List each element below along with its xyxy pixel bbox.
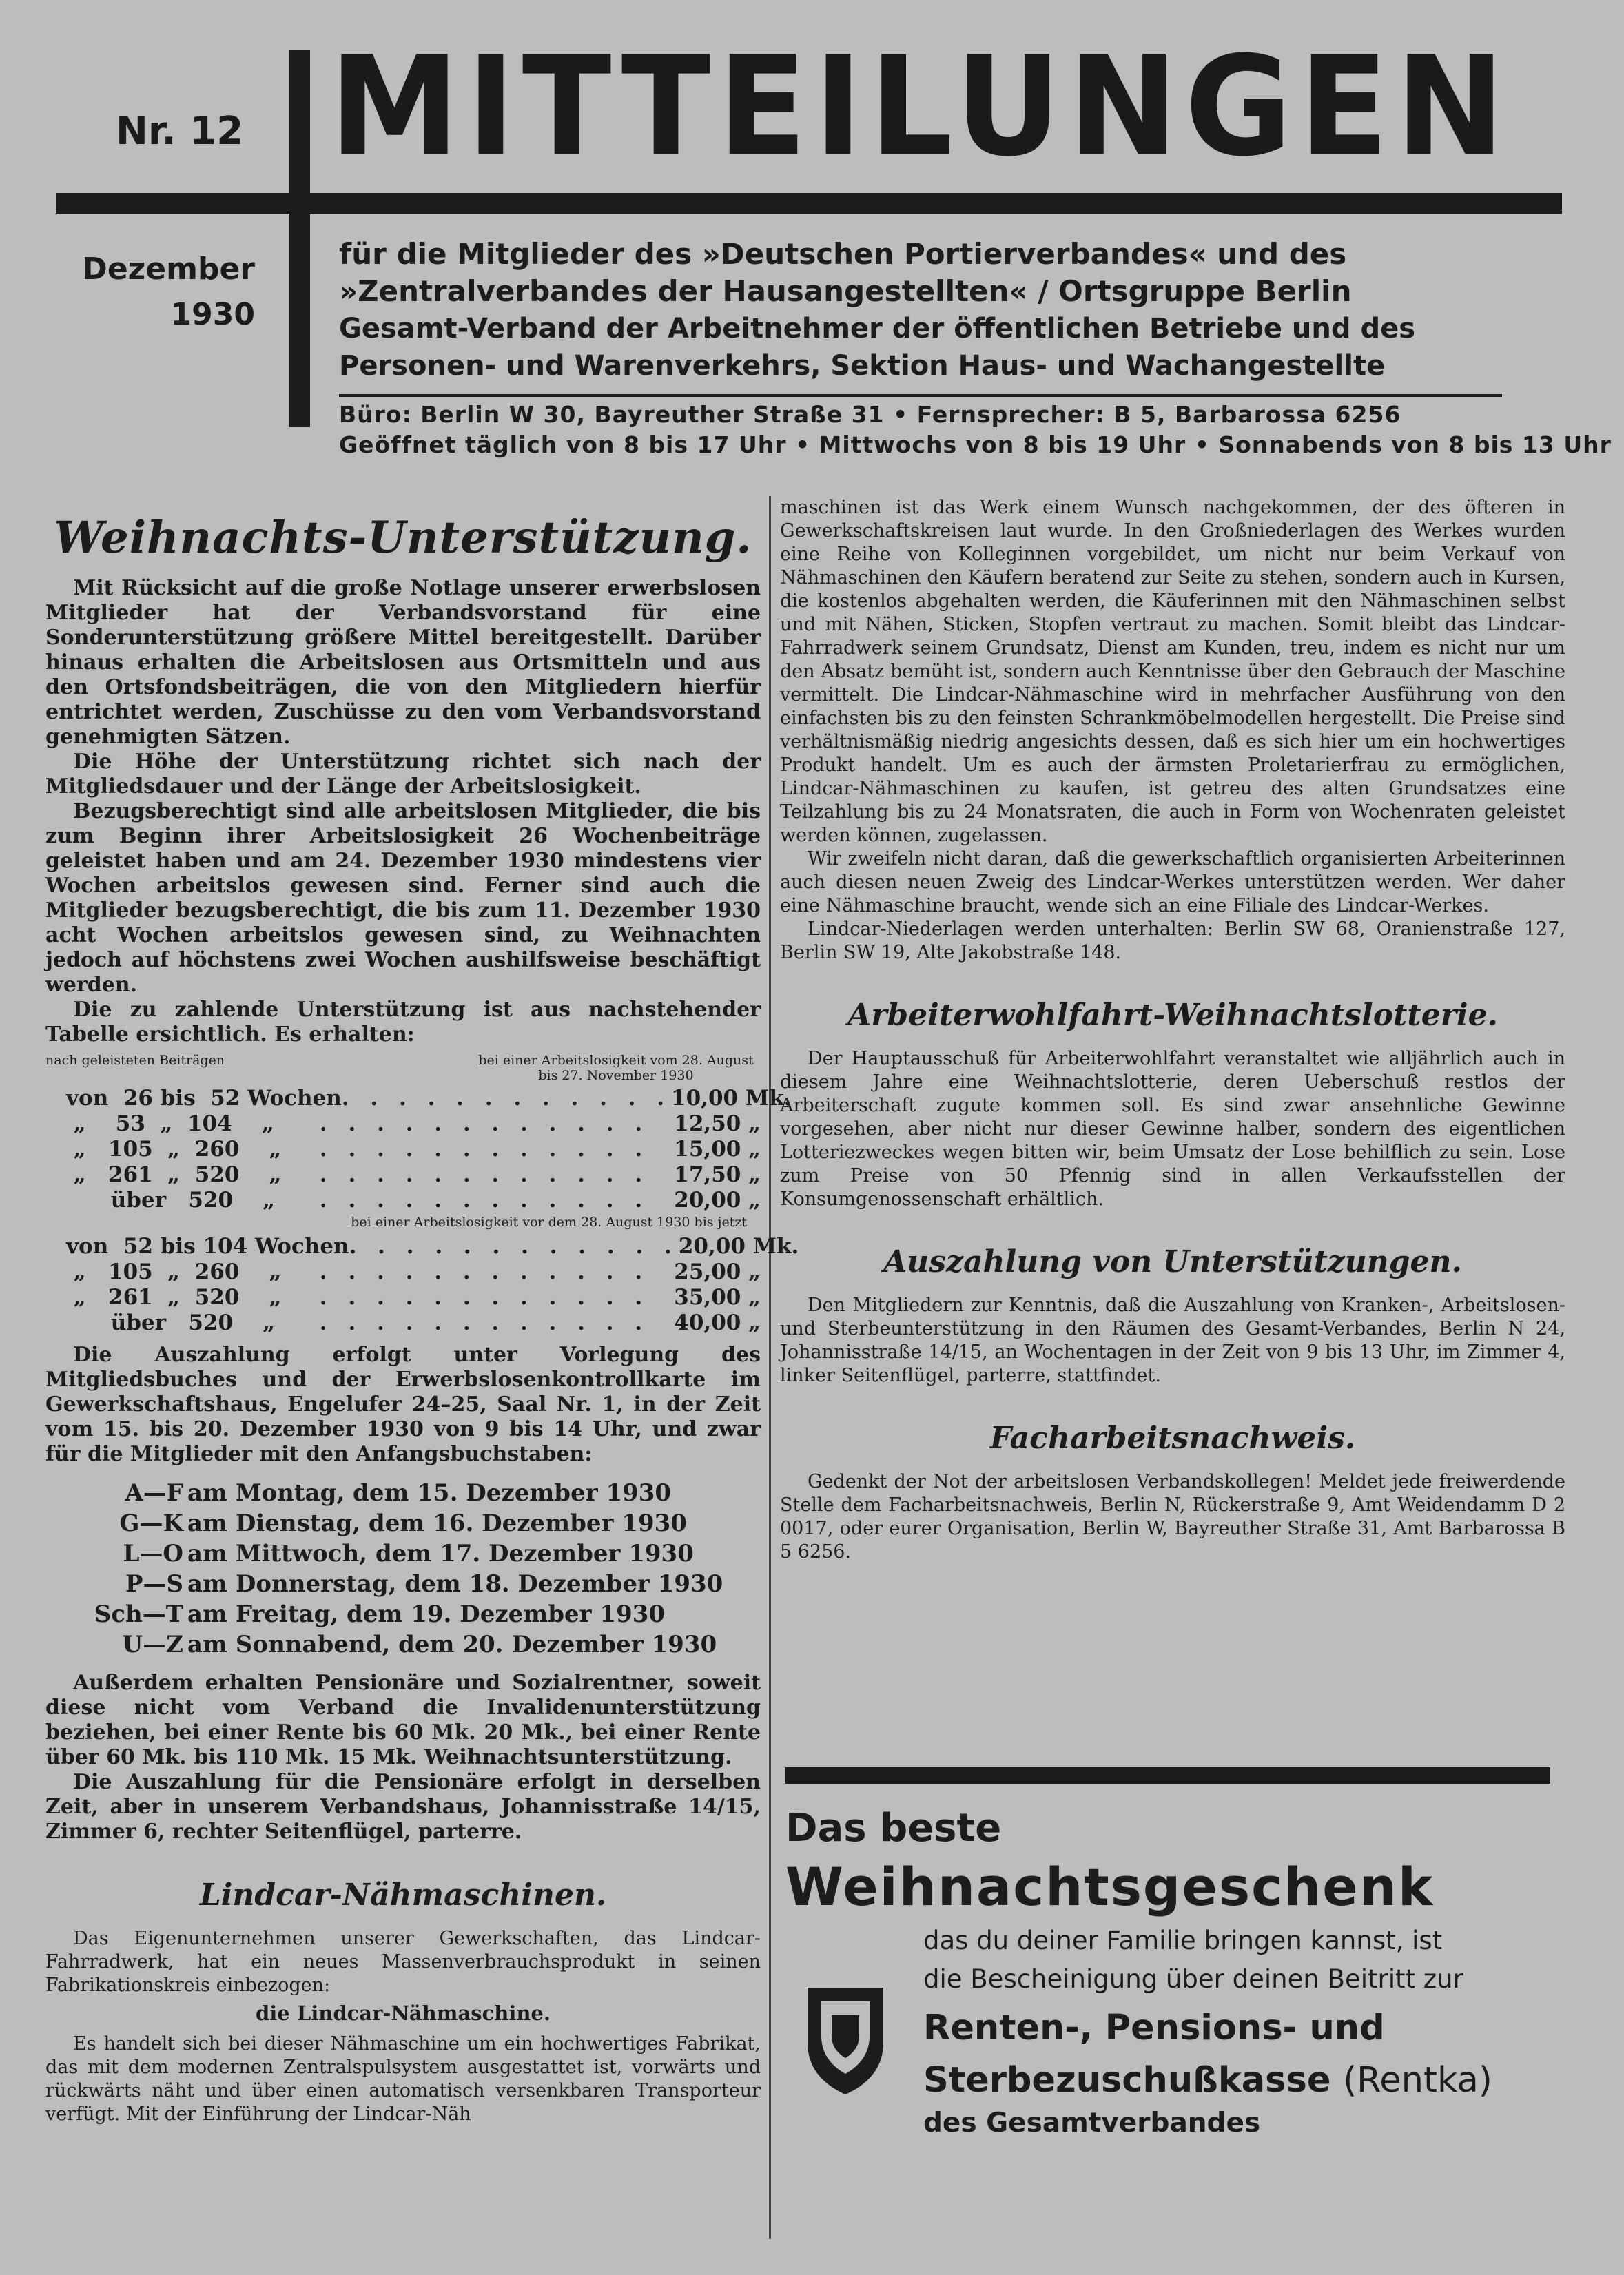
ad-org: des Gesamtverbandes	[923, 2108, 1261, 2139]
table-row-amount: 10,00 Mk.	[671, 1086, 792, 1111]
masthead-title: MITTEILUNGEN	[329, 26, 1512, 187]
office-hours: Geöffnet täglich von 8 bis 17 Uhr • Mittwochs von 8 bis 19 Uhr • Sonnabends von 8 bis 13 Uhr	[339, 431, 1612, 458]
article-heading: Weihnachts-Unterstützung.	[54, 512, 752, 564]
masthead-cross-horizontal	[56, 193, 1562, 214]
article-paragraph: Den Mitgliedern zur Kenntnis, daß die Auszahlung von Kranken-, Arbeitslosen- und Sterbeunterstützung in den Räumen des Gesamt-Verbandes, Berlin N 24, Johannisstraße 14/15, an Wochentagen in der Zeit von 9 bis 13 Uhr, im Zimmer 4, linker Seitenflügel, parterre, stattfindet.	[780, 1295, 1565, 1386]
article-paragraph: Die Auszahlung erfolgt unter Vorlegung des Mitgliedsbuches und der Erwerbslosenkontrollkarte im Gewerkschaftshaus, Engelufer 24–25, Saal Nr. 1, in der Zeit vom 15. bis 20. Dezember 1930 von 9 bis 14 Uhr, und zwar für die Mitglieder mit den Anfangsbuchstaben:	[45, 1343, 761, 1466]
issue-year: 1930	[170, 297, 255, 332]
article-heading: Auszahlung von Unterstützungen.	[883, 1244, 1462, 1279]
table-row	[45, 1086, 792, 1111]
subtitle-line: Gesamt-Verband der Arbeitnehmer der öffentlichen Betriebe und des	[339, 313, 1416, 344]
table-header	[45, 1053, 761, 1083]
article-heading: Arbeiterwohlfahrt-Weihnachtslotterie.	[847, 998, 1498, 1033]
article-paragraph: Es handelt sich bei dieser Nähmaschine um ein hochwertiges Fabrikat, das mit dem modernen Zentralspulsystem ausgestattet ist, vorwärts und rückwärts näht und über einen automatisch versenkbaren Transporteur verfügt. Mit der Einführung der Lindcar-Näh	[45, 2033, 761, 2125]
article-paragraph: Bezugsberechtigt sind alle arbeitslosen Mitglieder, die bis zum Beginn ihrer Arbeitslosigkeit 26 Wochenbeiträge geleistet haben und am 24. Dezember 1930 mindestens vier Wochen arbeitslos gewesen sind. Ferner sind auch die Mitglieder bezugsberechtigt, die bis zum 11. Dezember 1930 acht Wochen arbeitslos gewesen sind, zu Weihnachten jedoch auf höchstens zwei Wochen aushilfsweise beschäftigt werden.	[45, 799, 761, 997]
table-row	[45, 1310, 761, 1336]
ad-product-abbr: (Rentka)	[1343, 2060, 1492, 2101]
contact-divider	[339, 394, 1502, 397]
issue-date	[55, 247, 255, 338]
schedule-date: am Mittwoch, dem 17. Dezember 1930	[187, 1540, 694, 1567]
article-heading: Facharbeitsnachweis.	[989, 1421, 1356, 1456]
table-row-leader: . . . . . . . . . . . .	[349, 1234, 679, 1259]
schedule-letters: L—O	[123, 1540, 183, 1567]
schedule-row	[45, 1599, 761, 1629]
table-row-amount: 35,00 „	[674, 1285, 761, 1310]
issue-number: Nr. 12	[116, 109, 244, 154]
schedule-date: am Donnerstag, dem 18. Dezember 1930	[187, 1570, 723, 1598]
ad-headline-large: Weihnachtsgeschenk	[785, 1856, 1435, 1917]
table-row-label: „ 105 „ 260 „	[66, 1259, 282, 1284]
table-row	[45, 1259, 761, 1285]
right-column	[780, 496, 1565, 1564]
table-row-amount: 40,00 „	[674, 1310, 761, 1335]
table-row	[45, 1162, 761, 1188]
schedule-row	[45, 1478, 761, 1508]
schedule-letters: P—S	[125, 1570, 183, 1598]
left-column	[45, 496, 799, 2126]
schedule-letters: Sch—T	[94, 1600, 183, 1628]
table-row-leader: . . . . . . . . . . . .	[319, 1310, 650, 1335]
schedule-row	[45, 1569, 761, 1599]
table-row-amount: 20,00 Mk.	[678, 1234, 799, 1259]
table-row	[45, 1111, 761, 1137]
table-row-label: „ 261 „ 520 „	[66, 1285, 282, 1310]
table-row-label: von 52 bis 104 Wochen	[66, 1234, 349, 1259]
article-paragraph: Die zu zahlende Unterstützung ist aus nachstehender Tabelle ersichtlich. Es erhalten:	[45, 998, 761, 1047]
table-row-label: über 520 „	[66, 1188, 276, 1213]
ad-headline-small: Das beste	[785, 1806, 1002, 1851]
table-row	[45, 1188, 761, 1213]
schedule-date: am Dienstag, dem 16. Dezember 1930	[187, 1510, 687, 1537]
table-note: bei einer Arbeitslosigkeit vor dem 28. August 1930 bis jetzt	[351, 1215, 747, 1230]
schedule-letters: G—K	[119, 1510, 183, 1537]
table-row-amount: 25,00 „	[674, 1259, 761, 1284]
ad-product	[923, 2058, 1550, 2103]
article-paragraph: Der Hauptausschuß für Arbeiterwohlfahrt veranstaltet wie alljährlich auch in diesem Jahre eine Weihnachtslotterie, deren Ueberschuß restlos der Arbeiterschaft zugute kommen soll. Es sind zwar ansehnliche Gewinne vorgesehen, aber nicht nur dieser Gewinne halber, sondern des eigentlichen Lotteriezweckes wegen bitten wir, beim Umsatz der Lose behilflich zu sein. Lose zum Preise von 50 Pfennig sind in allen Verkaufsstellen der Konsumgenossenschaft erhältlich.	[780, 1048, 1565, 1210]
table-row	[45, 1137, 761, 1162]
ad-product-name: Sterbezuschußkasse	[923, 2060, 1331, 2101]
schedule-row	[45, 1538, 761, 1569]
shield-logo-icon	[801, 1981, 890, 2098]
table-row-label: über 520 „	[66, 1310, 276, 1335]
article-paragraph: Mit Rücksicht auf die große Notlage unserer erwerbslosen Mitglieder hat der Verbandsvorstand für eine Sonderunterstützung größere Mittel bereitgestellt. Darüber hinaus erhalten die Arbeitslosen aus Ortsmitteln und aus den Ortsfondsbeiträgen, die von den Mitgliedern hierfür entrichtet werden, Zuschüsse zu den vom Verbandsvorstand genehmigten Sätzen.	[45, 576, 761, 749]
table-header-right: bei einer Arbeitslosigkeit vom 28. August bis 27. November 1930	[478, 1053, 754, 1083]
contact-info	[339, 400, 1612, 460]
article-paragraph: Die Höhe der Unterstützung richtet sich nach der Mitgliedsdauer und der Länge der Arbeitslosigkeit.	[45, 750, 761, 799]
subtitle-line: für die Mitglieder des »Deutschen Portierverbandes« und des	[339, 237, 1347, 271]
ad-text: die Bescheinigung über deinen Beitritt zur	[923, 1964, 1463, 1994]
masthead-cross-vertical	[289, 50, 310, 427]
table-row-amount: 12,50 „	[674, 1111, 761, 1136]
masthead-subtitle	[339, 236, 1510, 384]
advertisement	[785, 1767, 1550, 2143]
article-paragraph: Außerdem erhalten Pensionäre und Sozialrentner, soweit diese nicht vom Verband die Invalidenunterstützung beziehen, bei einer Rente bis 60 Mk. 20 Mk., bei einer Rente über 60 Mk. bis 110 Mk. 15 Mk. Weihnachtsunterstützung.	[45, 1671, 761, 1769]
table-row-leader: . . . . . . . . . . . .	[319, 1285, 650, 1310]
schedule-row	[45, 1629, 761, 1660]
article-heading: Lindcar-Nähmaschinen.	[199, 1877, 607, 1913]
ad-product: Renten-, Pensions- und	[923, 2008, 1385, 2048]
product-name: die Lindcar-Nähmaschine.	[256, 2001, 551, 2025]
table-row-leader: . . . . . . . . . . . .	[341, 1086, 672, 1111]
schedule-date: am Montag, dem 15. Dezember 1930	[187, 1479, 672, 1507]
column-divider	[769, 496, 771, 2239]
schedule-letters: U—Z	[122, 1631, 183, 1658]
article-paragraph: Gedenkt der Not der arbeitslosen Verbandskollegen! Meldet jede freiwerdende Stelle dem Facharbeitsnachweis, Berlin N, Rückerstraße 9, Amt Weidendamm D 2 0017, oder eurer Organisation, Berlin W, Bayreuther Straße 31, Amt Barbarossa B 5 6256.	[780, 1471, 1565, 1563]
article-paragraph: Die Auszahlung für die Pensionäre erfolgt in derselben Zeit, aber in unserem Verbandshaus, Johannisstraße 14/15, Zimmer 6, rechter Seitenflügel, parterre.	[45, 1770, 761, 1844]
subtitle-line: »Zentralverbandes der Hausangestellten« / Ortsgruppe Berlin	[339, 274, 1352, 308]
table-row-leader: . . . . . . . . . . . .	[319, 1259, 650, 1284]
schedule-letters: A—F	[125, 1479, 183, 1507]
table-row-label: von 26 bis 52 Wochen	[66, 1086, 342, 1111]
table-row-amount: 17,50 „	[674, 1162, 761, 1187]
benefit-table-2	[45, 1234, 799, 1336]
table-row-leader: . . . . . . . . . . . .	[319, 1188, 650, 1213]
table-row-amount: 20,00 „	[674, 1188, 761, 1213]
schedule-date: am Freitag, dem 19. Dezember 1930	[187, 1600, 666, 1628]
subtitle-line: Personen- und Warenverkehrs, Sektion Haus- und Wachangestellte	[339, 350, 1386, 382]
article-paragraph: Wir zweifeln nicht daran, daß die gewerkschaftlich organisierten Arbeiterinnen auch diesen neuen Zweig des Lindcar-Werkes unterstützen werden. Wer daher eine Nähmaschine braucht, wende sich an eine Filiale des Lindcar-Werkes.	[780, 848, 1565, 916]
schedule-date: am Sonnabend, dem 20. Dezember 1930	[187, 1631, 717, 1658]
table-row	[45, 1234, 799, 1259]
table-row	[45, 1285, 761, 1310]
table-row-amount: 15,00 „	[674, 1137, 761, 1162]
table-header-left: nach geleisteten Beiträgen	[45, 1053, 225, 1068]
ad-text: das du deiner Familie bringen kannst, ist	[923, 1926, 1443, 1955]
issue-month: Dezember	[82, 251, 255, 287]
table-row-label: „ 53 „ 104 „	[66, 1111, 274, 1136]
article-paragraph: maschinen ist das Werk einem Wunsch nachgekommen, der des öfteren in Gewerkschaftskreisen laut wurde. In den Großniederlagen des Werkes wurden eine Reihe von Kolleginnen vorgebildet, um nicht nur beim Verkauf von Nähmaschinen den Käufern beratend zur Seite zu stehen, sondern auch in Kursen, die kostenlos abgehalten werden, die Käuferinnen mit den Nähmaschinen selbst und mit Nähen, Sticken, Stopfen vertraut zu machen. Somit bleibt das Lindcar-Fahrradwerk seinem Grundsatz, Dienst am Kunden, treu, indem es nicht nur um den Absatz bemüht ist, sondern auch Kenntnisse über den Gebrauch der Maschine vermittelt. Die Lindcar-Nähmaschine wird in mehrfacher Ausführung von den einfachsten bis zu den feinsten Schrankmöbelmodellen hergestellt. Die Preise sind verhältnismäßig niedrig angesichts dessen, daß es sich hier um ein hochwertiges Produkt handelt. Um es auch der ärmsten Proletarierfrau zu ermöglichen, Lindcar-Nähmaschinen zu kaufen, ist getreu des alten Grundsatzes eine Teilzahlung bis zu 24 Monatsraten, die auch in Form von Wochenraten geleistet werden können, zugelassen.	[780, 497, 1565, 846]
table-row-leader: . . . . . . . . . . . .	[319, 1111, 650, 1136]
table-row-label: „ 261 „ 520 „	[66, 1162, 282, 1187]
article-paragraph: Lindcar-Niederlagen werden unterhalten: Berlin SW 68, Oranienstraße 127, Berlin SW 19, Alte Jakobstraße 148.	[780, 918, 1565, 963]
benefit-table-1	[45, 1086, 792, 1213]
article-paragraph: Das Eigenunternehmen unserer Gewerkschaften, das Lindcar-Fahrradwerk, hat ein neues Massenverbrauchsprodukt in seinen Fabrikationskreis einbezogen:	[45, 1928, 761, 1996]
office-address: Büro: Berlin W 30, Bayreuther Straße 31 • Fernsprecher: B 5, Barbarossa 6256	[339, 401, 1401, 428]
table-row-leader: . . . . . . . . . . . .	[319, 1162, 650, 1187]
ad-divider	[785, 1767, 1550, 1784]
schedule-row	[45, 1508, 761, 1538]
table-row-leader: . . . . . . . . . . . .	[319, 1137, 650, 1162]
table-row-label: „ 105 „ 260 „	[66, 1137, 282, 1162]
payout-schedule	[45, 1478, 761, 1660]
